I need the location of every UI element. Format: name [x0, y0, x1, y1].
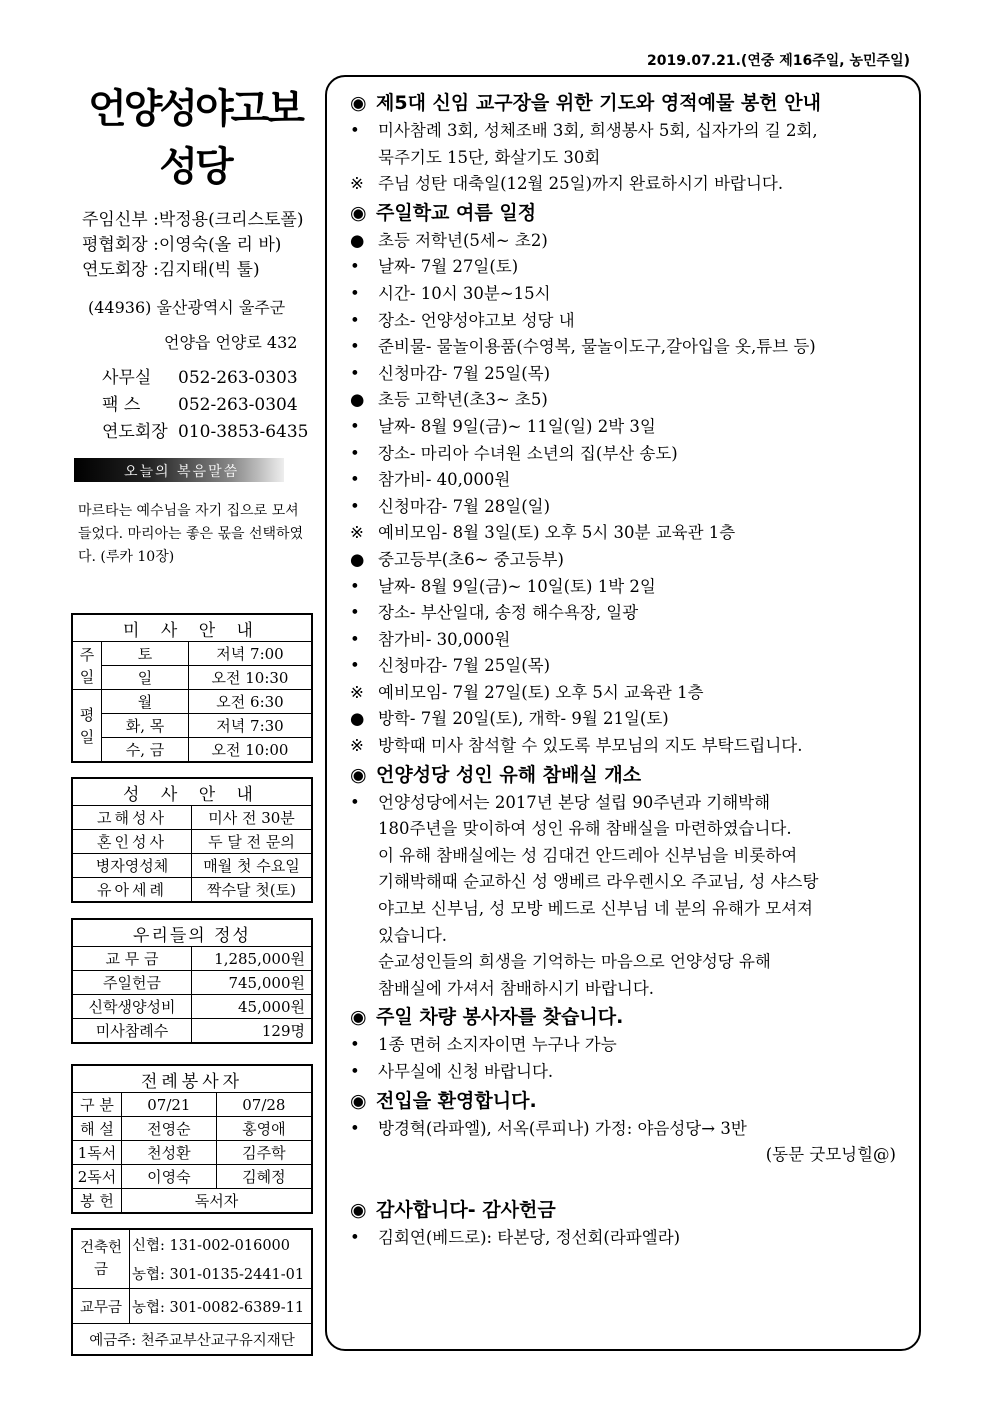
line-marker-icon: • — [350, 496, 360, 516]
sacrament-info: 짝수달 첫(토) — [192, 878, 313, 903]
line-text: 신청마감- 7월 25일(목) — [378, 656, 551, 676]
line-marker-icon: • — [350, 792, 360, 812]
mass-table-header: 미 사 안 내 — [72, 614, 312, 642]
mass-time: 저녁 7:30 — [189, 714, 313, 738]
line-text: 장소- 마리아 수녀원 소년의 집(부산 송도) — [378, 443, 678, 463]
announcement-line — [350, 171, 910, 198]
line-marker-icon: • — [350, 576, 360, 596]
line-marker-icon: ※ — [350, 174, 364, 194]
server-name: 김주학 — [216, 1141, 312, 1165]
announcement-line — [350, 653, 910, 680]
announcement-line — [350, 1142, 910, 1169]
parish-title-sub: 성당 — [159, 144, 231, 190]
account-gyomu-label: 교무금 — [72, 1289, 130, 1324]
servers-header: 전례봉사자 — [72, 1065, 312, 1093]
line-text: 순교성인들의 희생을 기억하는 마음으로 언양성당 유해 — [378, 952, 771, 972]
line-text: 주님 성탄 대축일(12월 25일)까지 완료하시기 바랍니다. — [378, 174, 784, 194]
line-text: 180주년을 맞이하여 성인 유해 참배실을 마련하였습니다. — [378, 819, 792, 839]
line-marker-icon: • — [350, 1062, 360, 1081]
announcement-line — [350, 706, 910, 733]
announcement-line — [350, 254, 910, 281]
sacraments-table — [71, 777, 313, 903]
server-name: 김혜정 — [216, 1165, 312, 1189]
mass-day: 화, 목 — [102, 714, 189, 738]
address-line2: 언양읍 언양로 432 — [164, 333, 298, 352]
server-role: 해 설 — [72, 1117, 122, 1141]
line-text: 날짜- 8월 9일(금)~ 11일(일) 2박 3일 — [378, 416, 656, 436]
line-text: 날짜- 8월 9일(금)~ 10일(토) 1박 2일 — [378, 576, 656, 596]
line-text: 언양성당에서는 2017년 본당 설립 90주년과 기해박해 — [378, 792, 771, 812]
line-text: 사무실에 신청 바랍니다. — [378, 1062, 554, 1081]
section-title — [350, 760, 910, 790]
announcement-line — [350, 228, 910, 255]
gospel-heading-bar — [74, 458, 284, 482]
announcement-line — [350, 574, 910, 601]
line-marker-icon: • — [350, 363, 360, 383]
mass-schedule-table — [71, 613, 313, 763]
section-title-text: 주일학교 여름 일정 — [376, 201, 537, 224]
line-text: 신청마감- 7월 25일(목) — [378, 363, 551, 383]
offering-name: 주일헌금 — [72, 971, 192, 995]
line-marker-icon: • — [350, 1227, 360, 1247]
line-text: 초등 고학년(초3~ 초5) — [378, 390, 548, 410]
section-bullet-icon: ◉ — [350, 201, 367, 224]
liturgy-servers-table — [71, 1064, 313, 1214]
announcement-line — [350, 118, 910, 145]
line-marker-icon: ● — [350, 549, 365, 569]
offerings-header: 우리들의 정성 — [72, 919, 312, 947]
line-text: 묵주기도 15단, 화살기도 30회 — [378, 147, 601, 167]
section-bullet-icon: ◉ — [350, 92, 367, 114]
line-text: 초등 저학년(5세~ 초2) — [378, 230, 548, 250]
line-marker-icon: • — [350, 121, 360, 140]
sacrament-info: 미사 전 30분 — [192, 806, 313, 830]
line-text: 김회연(베드로): 타본당, 정선회(라파엘라) — [378, 1227, 681, 1247]
line-text: 방경혁(라파엘), 서옥(루피나) 가정: 야음성당→ 3반 — [378, 1118, 747, 1138]
sacrament-name: 유아세례 — [72, 878, 192, 903]
offering-name: 미사참례수 — [72, 1019, 192, 1044]
line-marker-icon: • — [350, 283, 360, 303]
line-text: 1종 면허 소지자이면 누구나 가능 — [378, 1035, 617, 1055]
line-marker-icon: ● — [350, 230, 365, 250]
line-marker-icon: ※ — [350, 736, 364, 756]
announcements-content — [350, 88, 910, 1251]
mass-time: 오전 6:30 — [189, 690, 313, 714]
announcement-line — [350, 627, 910, 654]
line-text: 시간- 10시 30분~15시 — [378, 283, 551, 303]
line-marker-icon: • — [350, 629, 360, 649]
sacrament-info: 매월 첫 수요일 — [192, 854, 313, 878]
line-marker-icon: • — [350, 470, 360, 490]
mass-day: 월 — [102, 690, 189, 714]
line-text: 있습니다. — [378, 925, 448, 945]
account-number: 농협: 301-0135-2441-01 — [130, 1259, 313, 1289]
contact-row: 사무실 052-263-0303 — [102, 368, 298, 388]
announcement-line — [350, 414, 910, 441]
section-title — [350, 1002, 910, 1032]
line-text: 날짜- 7월 27일(토) — [378, 257, 519, 277]
line-text: 예비모임- 8월 3일(토) 오후 5시 30분 교육관 1층 — [378, 523, 736, 543]
announcement-line — [350, 1225, 910, 1252]
accounts-table — [71, 1228, 313, 1356]
line-text: 참가비- 30,000원 — [378, 629, 511, 649]
line-marker-icon: • — [350, 443, 360, 463]
mass-group-weekday: 평일 — [72, 690, 102, 763]
announcement-line — [350, 547, 910, 574]
offering-name: 교 무 금 — [72, 947, 192, 971]
mass-group-sunday: 주일 — [72, 642, 102, 690]
line-text: 미사참례 3회, 성체조배 3회, 희생봉사 5회, 십자가의 길 2회, — [378, 121, 818, 140]
announcement-line — [350, 1059, 910, 1086]
line-marker-icon: ● — [350, 390, 365, 410]
address-line1: (44936) 울산광역시 울주군 — [88, 298, 286, 317]
section-bullet-icon: ◉ — [350, 763, 367, 786]
section-title — [350, 1086, 910, 1116]
line-text: 예비모임- 7월 27일(토) 오후 5시 교육관 1층 — [378, 682, 704, 702]
line-text: 이 유해 참배실에는 성 김대건 안드레아 신부님을 비롯하여 — [378, 845, 798, 865]
servers-col: 07/28 — [216, 1093, 312, 1117]
line-marker-icon: • — [350, 656, 360, 676]
account-building-label: 건축헌금 — [72, 1229, 130, 1289]
sacrament-name: 고해성사 — [72, 806, 192, 830]
announcement-line — [350, 680, 910, 707]
announcement-line — [350, 145, 910, 172]
offerings-table — [71, 918, 313, 1044]
line-text: 준비물- 물놀이용품(수영복, 물놀이도구,갈아입을 옷,튜브 등) — [378, 337, 816, 357]
announcement-line — [350, 843, 910, 870]
line-text: (동문 굿모닝힐@) — [765, 1145, 896, 1165]
line-text: 기해박해때 순교하신 성 앵베르 라우렌시오 주교님, 성 샤스탕 — [378, 872, 819, 892]
announcement-line — [350, 334, 910, 361]
announcement-line — [350, 733, 910, 760]
server-role: 2독서 — [72, 1165, 122, 1189]
section-spacer — [350, 1169, 910, 1195]
server-name: 홍영애 — [216, 1117, 312, 1141]
line-text: 신청마감- 7월 28일(일) — [378, 496, 551, 516]
sacrament-info: 두 달 전 문의 — [192, 830, 313, 854]
gospel-text: 마르타는 예수님을 자기 집으로 모셔 들었다. 마리아는 좋은 몫을 선택하였다. (루카 10장) — [78, 503, 304, 565]
section-bullet-icon: ◉ — [350, 1006, 367, 1029]
announcement-line — [350, 923, 910, 950]
announcement-line — [350, 976, 910, 1003]
announcement-line — [350, 361, 910, 388]
line-marker-icon: • — [350, 603, 360, 623]
mass-time: 오전 10:00 — [189, 738, 313, 763]
section-title-text: 언양성당 성인 유해 참배실 개소 — [376, 763, 642, 786]
line-marker-icon: ※ — [350, 523, 364, 543]
section-bullet-icon: ◉ — [350, 1089, 367, 1112]
account-number: 신협: 131-002-016000 — [130, 1229, 313, 1259]
line-marker-icon: • — [350, 257, 360, 277]
announcement-line — [350, 494, 910, 521]
line-text: 야고보 신부님, 성 모방 베드로 신부님 네 분의 유해가 모셔져 — [378, 899, 813, 919]
line-marker-icon: ※ — [350, 682, 364, 702]
mass-day: 토 — [102, 642, 189, 666]
line-text: 방학때 미사 참석할 수 있도록 부모님의 지도 부탁드립니다. — [378, 736, 803, 756]
announcement-line — [350, 467, 910, 494]
mass-day: 수, 금 — [102, 738, 189, 763]
issue-date: 2019.07.21.(연중 제16주일, 농민주일) — [647, 53, 910, 69]
section-title-text: 주일 차량 봉사자를 찾습니다. — [376, 1006, 624, 1029]
staff-row: 주임신부 :박정용(크리스토폴) — [82, 210, 304, 230]
servers-col: 07/21 — [122, 1093, 217, 1117]
section-title-text: 전입을 환영합니다. — [376, 1089, 537, 1112]
mass-time: 저녁 7:00 — [189, 642, 313, 666]
section-title — [350, 1195, 910, 1225]
section-title-text: 제5대 신임 교구장을 위한 기도와 영적예물 봉헌 안내 — [376, 92, 821, 114]
line-marker-icon: • — [350, 337, 360, 357]
offering-amount: 745,000원 — [192, 971, 313, 995]
line-marker-icon: • — [350, 1118, 360, 1138]
announcement-line — [350, 949, 910, 976]
server-role: 봉 헌 — [72, 1189, 122, 1214]
sacraments-header: 성 사 안 내 — [72, 778, 312, 806]
server-name: 이영숙 — [122, 1165, 217, 1189]
parish-title: 언양성야고보 — [88, 86, 302, 132]
contact-row: 팩 스 052-263-0304 — [102, 395, 298, 415]
announcement-line — [350, 790, 910, 817]
line-text: 참가비- 40,000원 — [378, 470, 511, 490]
staff-row: 연도회장 :김지태(빅 툴) — [82, 260, 260, 280]
line-marker-icon: ● — [350, 709, 365, 729]
offering-name: 신학생양성비 — [72, 995, 192, 1019]
offering-amount: 1,285,000원 — [192, 947, 313, 971]
line-marker-icon: • — [350, 310, 360, 330]
staff-row: 평협회장 :이영숙(올 리 바) — [82, 235, 282, 255]
section-title — [350, 198, 910, 228]
announcement-line — [350, 869, 910, 896]
mass-time: 오전 10:30 — [189, 666, 313, 690]
offering-amount: 129명 — [192, 1019, 313, 1044]
sacrament-name: 혼인성사 — [72, 830, 192, 854]
mass-day: 일 — [102, 666, 189, 690]
server-name: 천성환 — [122, 1141, 217, 1165]
line-text: 방학- 7월 20일(토), 개학- 9월 21일(토) — [378, 709, 669, 729]
section-bullet-icon: ◉ — [350, 1198, 367, 1221]
announcement-line — [350, 520, 910, 547]
announcement-line — [350, 1116, 910, 1143]
announcement-line — [350, 308, 910, 335]
contact-list — [102, 365, 308, 446]
announcement-line — [350, 896, 910, 923]
line-marker-icon: • — [350, 1035, 360, 1055]
server-role: 1독서 — [72, 1141, 122, 1165]
contact-row: 연도회장 010-3853-6435 — [102, 422, 309, 442]
announcement-line — [350, 441, 910, 468]
line-text: 중고등부(초6~ 중고등부) — [378, 549, 564, 569]
announcement-line — [350, 600, 910, 627]
line-marker-icon: • — [350, 416, 360, 436]
line-text: 장소- 부산일대, 송정 해수욕장, 일광 — [378, 603, 639, 623]
section-title — [350, 88, 910, 118]
account-holder: 예금주: 천주교부산교구유지재단 — [72, 1324, 312, 1356]
server-name: 전영순 — [122, 1117, 217, 1141]
servers-col: 구 분 — [72, 1093, 122, 1117]
sacrament-name: 병자영성체 — [72, 854, 192, 878]
announcement-line — [350, 281, 910, 308]
section-title-text: 감사합니다- 감사헌금 — [376, 1198, 556, 1221]
offering-amount: 45,000원 — [192, 995, 313, 1019]
gospel-heading: 오늘의 복음말씀 — [124, 464, 240, 480]
announcement-line — [350, 816, 910, 843]
staff-list — [82, 208, 303, 283]
account-number: 농협: 301-0082-6389-11 — [130, 1289, 313, 1324]
announcement-line — [350, 1032, 910, 1059]
server-name: 독서자 — [122, 1189, 313, 1214]
line-text: 장소- 언양성야고보 성당 내 — [378, 310, 575, 330]
announcement-line — [350, 387, 910, 414]
line-text: 참배실에 가셔서 참배하시기 바랍니다. — [378, 978, 655, 998]
